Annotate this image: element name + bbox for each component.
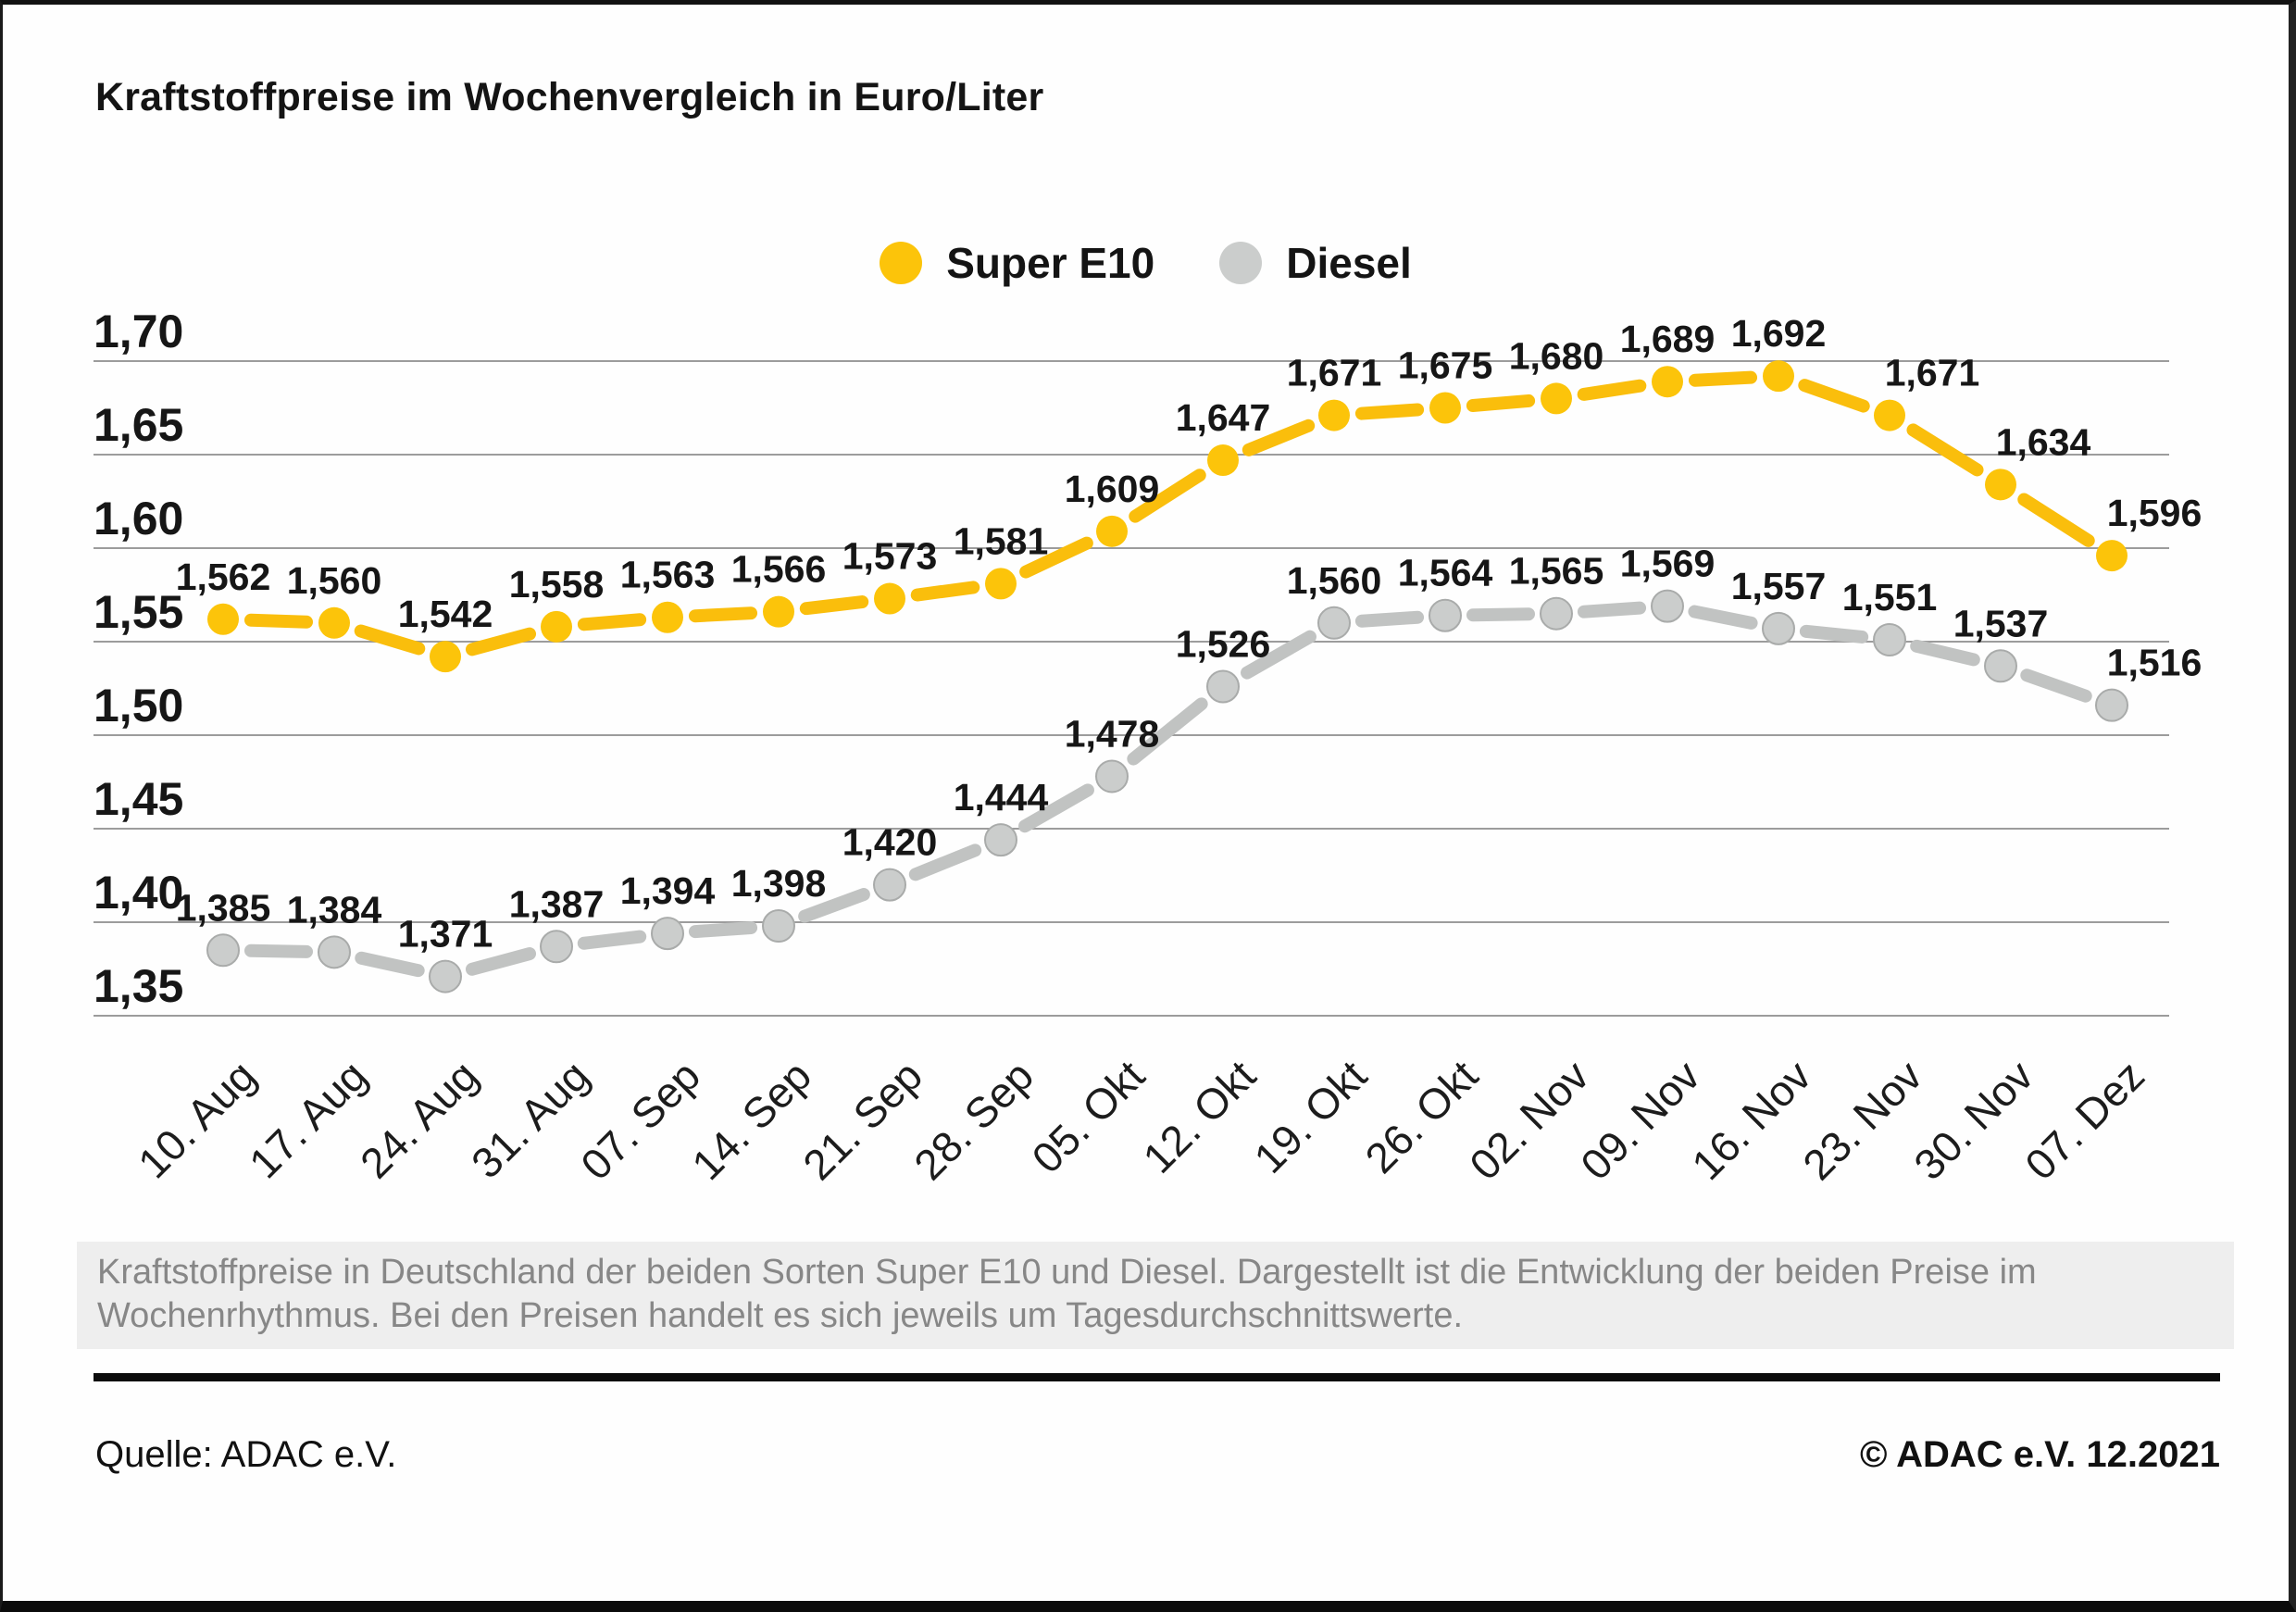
data-point-marker [985,824,1017,856]
source-text: Quelle: ADAC e.V. [95,1434,397,1475]
data-point-marker [985,568,1017,599]
data-point-marker [1096,760,1128,792]
y-tick-label: 1,50 [94,680,184,731]
value-label: 1,394 [619,869,716,913]
legend-label-diesel: Diesel [1286,239,1412,287]
footer-row [95,1434,2220,1476]
data-point-marker [1874,400,1905,431]
value-label: 1,384 [286,888,382,931]
copyright-text: © ADAC e.V. 12.2021 [1860,1434,2220,1475]
legend-item-diesel [1219,238,1412,288]
series-line-segment [251,620,306,622]
series-line-segment [472,634,530,650]
value-label: 1,551 [1841,575,1938,619]
series-line-segment [2027,675,2085,695]
series-line-segment [806,602,862,608]
data-point-marker [1318,400,1350,431]
value-label: 1,478 [1064,712,1160,756]
footer-divider [94,1373,2220,1381]
value-label: 1,671 [1286,351,1382,394]
data-point-marker [874,869,905,901]
data-point-marker [1541,598,1572,630]
series-line-segment [1916,646,1974,660]
x-tick-label: 17. Aug [239,1051,377,1188]
chart-footnote [77,1242,2234,1349]
series-line-segment [917,587,974,594]
value-label: 1,581 [953,519,1049,563]
value-label: 1,560 [1286,558,1382,602]
data-point-marker [652,602,683,633]
legend-label-super-e10: Super E10 [946,239,1155,287]
y-tick-label: 1,35 [94,960,184,1012]
series-line-segment [695,613,751,616]
value-label: 1,564 [1397,551,1493,594]
series-line-segment [1473,614,1529,615]
data-point-marker [318,936,350,968]
data-point-marker [430,641,461,672]
value-label: 1,692 [1730,312,1827,356]
value-label: 1,671 [1884,351,1980,394]
data-point-marker [1429,393,1461,424]
value-label: 1,689 [1619,318,1716,361]
x-tick-label: 24. Aug [350,1051,488,1188]
data-point-marker [1763,613,1794,644]
series-line-segment [1695,378,1751,381]
data-point-marker [2096,690,2128,721]
data-point-marker [1429,600,1461,631]
series-line-segment [1913,430,1977,469]
x-tick-label: 14. Sep [682,1051,821,1190]
y-tick-label: 1,40 [94,867,184,918]
value-label: 1,558 [508,562,605,606]
y-tick-label: 1,70 [94,310,184,357]
series-line-segment [2024,499,2088,540]
value-label: 1,569 [1619,542,1716,585]
x-tick-label: 26. Okt [1355,1051,1488,1182]
value-label: 1,573 [842,534,938,578]
x-tick-label: 07. Sep [571,1051,710,1190]
data-point-marker [874,583,905,615]
value-label: 1,444 [953,776,1049,819]
value-label: 1,385 [175,886,271,930]
series-line-segment [1804,385,1863,406]
super-e10-legend-dot-icon [880,242,922,284]
data-point-marker [1207,444,1239,476]
chart-legend [3,238,2289,288]
x-tick-label: 23. Nov [1793,1051,1932,1190]
data-point-marker [652,918,683,949]
series-line-segment [1584,386,1641,394]
data-point-marker [1541,382,1572,414]
value-label: 1,398 [730,862,827,906]
value-label: 1,537 [1953,602,2049,645]
x-tick-label: 31. Aug [461,1051,599,1188]
series-line-segment [1362,618,1417,621]
series-line-segment [1806,631,1862,637]
value-label: 1,516 [2106,641,2202,684]
series-line-segment [584,937,640,943]
value-label: 1,647 [1175,396,1271,440]
value-label: 1,560 [286,558,382,602]
value-label: 1,675 [1397,344,1493,387]
series-line-segment [251,951,306,952]
data-point-marker [1207,670,1239,702]
data-point-marker [763,596,794,628]
series-line-segment [472,954,530,969]
data-point-marker [541,931,572,962]
value-label: 1,420 [842,820,938,864]
y-tick-label: 1,45 [94,773,184,825]
series-line-segment [1362,410,1417,414]
value-label: 1,557 [1730,564,1827,607]
x-tick-label: 30. Nov [1904,1051,2043,1190]
value-label: 1,371 [397,912,493,956]
footnote-line-2: Wochenrhythmus. Bei den Preisen handelt es sich jeweils um Tagesdurchschnittswerte. [97,1296,1464,1335]
x-tick-label: 19. Okt [1244,1051,1377,1182]
value-label: 1,387 [508,882,605,926]
x-tick-label: 10. Aug [128,1051,266,1188]
data-point-marker [1985,469,2016,500]
data-point-marker [1985,650,2016,681]
value-label: 1,565 [1508,549,1604,593]
series-line-segment [1694,612,1751,623]
y-tick-label: 1,55 [94,586,184,638]
data-point-marker [1096,516,1128,547]
x-tick-label: 16. Nov [1682,1051,1821,1190]
x-tick-label: 21. Sep [793,1051,932,1190]
data-point-marker [1763,360,1794,392]
value-label: 1,563 [619,553,716,596]
data-point-marker [1652,366,1683,397]
value-label: 1,596 [2106,492,2202,535]
data-point-marker [318,607,350,639]
data-point-marker [1874,624,1905,656]
value-label: 1,634 [1995,420,2091,464]
value-label: 1,562 [175,555,271,598]
series-line-segment [584,619,640,624]
chart-canvas [3,310,2296,1245]
value-label: 1,680 [1508,334,1604,378]
x-tick-label: 09. Nov [1571,1051,1710,1190]
legend-item-super-e10 [880,238,1154,288]
data-point-marker [207,934,239,966]
value-label: 1,609 [1064,467,1160,510]
value-label: 1,542 [397,593,493,636]
data-point-marker [541,611,572,643]
data-point-marker [1652,591,1683,622]
series-line-segment [1473,401,1529,406]
y-tick-label: 1,65 [94,399,184,451]
data-point-marker [430,961,461,993]
series-line-segment [1584,608,1640,612]
data-point-marker [1318,607,1350,639]
x-tick-label: 07. Dez [2015,1051,2154,1190]
data-point-marker [763,910,794,942]
y-tick-label: 1,60 [94,493,184,544]
series-line-segment [361,958,418,970]
x-tick-label: 02. Nov [1460,1051,1599,1190]
data-point-marker [207,604,239,635]
x-tick-label: 28. Sep [905,1051,1043,1190]
data-point-marker [2096,540,2128,571]
value-label: 1,566 [730,547,827,591]
footnote-line-1: Kraftstoffpreise in Deutschland der beiden Sorten Super E10 und Diesel. Dargestellt ist die Entwicklung der beiden Preise im [97,1253,2037,1292]
x-tick-label: 05. Okt [1022,1051,1154,1182]
value-label: 1,526 [1175,622,1271,666]
x-tick-label: 12. Okt [1133,1051,1266,1182]
series-line-segment [695,928,751,931]
page-title: Kraftstoffpreise im Wochenvergleich in Euro/Liter [95,75,1044,119]
diesel-legend-dot-icon [1219,242,1262,284]
